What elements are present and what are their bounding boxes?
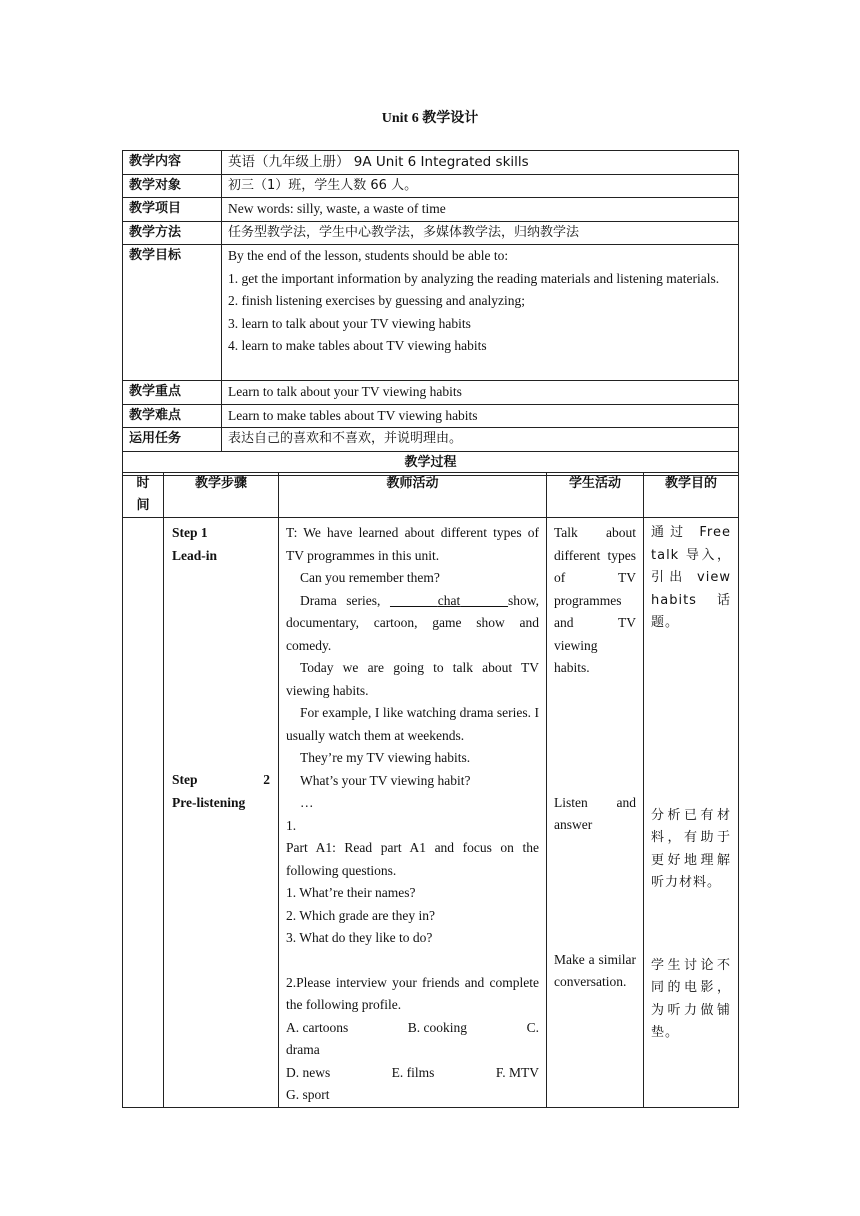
info-value: 表达自己的喜欢和不喜欢，并说明理由。 xyxy=(222,428,739,452)
info-row xyxy=(123,151,739,175)
info-label: 教学重点 xyxy=(123,381,222,405)
info-label: 运用任务 xyxy=(123,428,222,452)
options-line: drama xyxy=(286,1042,320,1057)
options-line: A. cartoons B. cooking C. xyxy=(286,1019,539,1035)
step2-label: Step 2 xyxy=(172,772,270,787)
teacher-line: Part A1: Read part A1 and focus on the following questions. xyxy=(286,840,539,878)
info-value: Learn to make tables about TV viewing habits xyxy=(222,404,739,428)
teacher-line: Can you remember them? xyxy=(300,570,440,585)
teacher-line: Today we are going to talk about TV viewing habits. xyxy=(286,660,539,698)
objective-line: 3. learn to talk about your TV viewing habits xyxy=(228,315,471,331)
info-row xyxy=(123,381,739,405)
info-row xyxy=(123,428,739,452)
info-value: 英语（九年级上册） 9A Unit 6 Integrated skills xyxy=(222,151,739,175)
teacher-line: 2.Please interview your friends and complete the following profile. xyxy=(286,974,539,1012)
info-row xyxy=(123,198,739,222)
col-header-time: 时间 xyxy=(123,473,164,518)
student-line: Make a similar conversation. xyxy=(554,951,636,989)
purpose-cell xyxy=(644,518,739,1108)
objective-line: 2. finish listening exercises by guessing and analyzing; xyxy=(228,293,525,308)
process-title: 教学过程 xyxy=(123,451,739,475)
col-header-student: 学生活动 xyxy=(547,473,644,518)
step2-name: Pre-listening xyxy=(172,794,246,810)
process-table xyxy=(122,472,739,1108)
info-label: 教学项目 xyxy=(123,198,222,222)
info-value: Learn to talk about your TV viewing habits xyxy=(222,381,739,405)
col-header-steps: 教学步骤 xyxy=(164,473,279,518)
info-value: New words: silly, waste, a waste of time xyxy=(222,198,739,222)
info-row xyxy=(123,221,739,245)
options-line: D. news E. films F. MTV xyxy=(286,1064,539,1080)
col-header-teacher: 教师活动 xyxy=(279,473,547,518)
student-activity-cell xyxy=(547,518,644,1108)
objective-line: 4. learn to make tables about TV viewing habits xyxy=(228,338,487,353)
page-title: Unit 6 教学设计 xyxy=(381,111,479,126)
teacher-line: T: We have learned about different types of TV programmes in this unit. xyxy=(286,525,539,563)
time-cell xyxy=(123,518,164,1108)
purpose-line: 分析已有材料，有助于更好地理解听力材料。 xyxy=(651,807,731,890)
process-header-row xyxy=(123,473,739,518)
teacher-line: … xyxy=(300,795,314,810)
teacher-line: 1. xyxy=(286,817,297,833)
info-value: 任务型教学法，学生中心教学法，多媒体教学法，归纳教学法 xyxy=(222,221,739,245)
objective-line: 1. get the important information by analyzing the reading materials and listening materials. xyxy=(228,270,720,286)
student-line: Talk about different types of TV programmes and TV viewing habits. xyxy=(554,525,636,675)
teacher-line: For example, I like watching drama series. I usually watch them at weekends. xyxy=(286,705,539,743)
col-header-purpose: 教学目的 xyxy=(644,473,739,518)
info-objectives xyxy=(222,245,739,381)
info-label: 教学难点 xyxy=(123,404,222,428)
step1-name: Lead-in xyxy=(172,547,218,563)
purpose-line: 学生讨论不同的电影，为听力做铺垫。 xyxy=(651,957,731,1040)
info-label: 教学目标 xyxy=(123,245,222,381)
student-line: Listen and answer xyxy=(554,794,636,832)
question-line: 1. What’re their names? xyxy=(286,885,416,900)
question-line: 3. What do they like to do? xyxy=(286,930,433,945)
info-row xyxy=(123,404,739,428)
teacher-line: They’re my TV viewing habits. xyxy=(300,750,471,765)
info-table xyxy=(122,150,739,476)
info-value: 初三（1）班，学生人数 66 人。 xyxy=(222,174,739,198)
process-body-row xyxy=(123,518,739,1108)
info-label: 教学对象 xyxy=(123,174,222,198)
purpose-line: 通过 Free talk 导入，引出 view habits 话题。 xyxy=(651,525,731,630)
objective-line: By the end of the lesson, students should be able to: xyxy=(228,248,509,263)
teacher-line: Drama series, chat show, documentary, cartoon, game show and comedy. xyxy=(286,592,540,653)
info-row xyxy=(123,174,739,198)
info-row-objectives xyxy=(123,245,739,381)
options-line: G. sport xyxy=(286,1087,330,1102)
info-label: 教学方法 xyxy=(123,221,222,245)
question-line: 2. Which grade are they in? xyxy=(286,907,435,923)
steps-cell xyxy=(164,518,279,1108)
teacher-line: What’s your TV viewing habit? xyxy=(300,772,471,788)
step1-label: Step 1 xyxy=(172,525,208,540)
teacher-activity-cell xyxy=(279,518,547,1108)
info-label: 教学内容 xyxy=(123,151,222,175)
